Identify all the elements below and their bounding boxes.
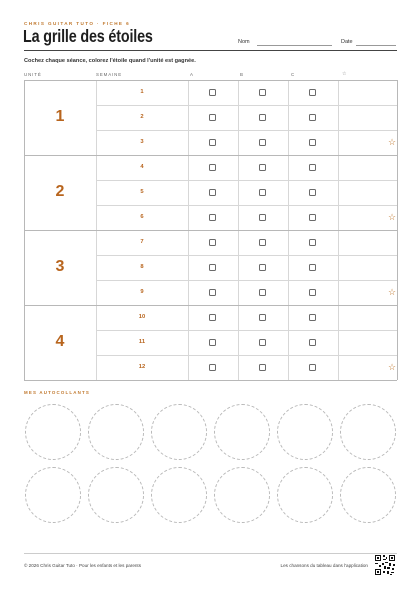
grid-column-divider [397, 80, 398, 380]
sticker-slot[interactable] [340, 404, 396, 460]
week-number: 8 [140, 264, 144, 270]
grid-row-divider [24, 230, 397, 231]
page-title: La grille des étoiles [23, 26, 153, 46]
session-checkbox[interactable] [309, 89, 316, 96]
footer-note: Les chansons du tableau dans l'application [280, 563, 368, 568]
grid-row-divider [24, 380, 397, 381]
session-checkbox[interactable] [309, 114, 316, 121]
grid-row-divider [96, 205, 397, 206]
week-number: 2 [140, 114, 144, 120]
grid-row-divider [96, 280, 397, 281]
column-header-c: C [291, 72, 296, 77]
sticker-slot[interactable] [151, 404, 207, 460]
session-checkbox[interactable] [259, 339, 266, 346]
unit-number: 2 [55, 182, 65, 200]
session-checkbox[interactable] [309, 214, 316, 221]
session-checkbox[interactable] [259, 114, 266, 121]
session-checkbox[interactable] [309, 189, 316, 196]
session-checkbox[interactable] [259, 314, 266, 321]
name-label: Nom [238, 39, 250, 45]
week-number: 10 [138, 314, 146, 320]
session-checkbox[interactable] [259, 89, 266, 96]
session-checkbox[interactable] [259, 164, 266, 171]
date-label: Date [341, 39, 353, 45]
session-checkbox[interactable] [209, 139, 216, 146]
star-column-icon: ☆ [342, 71, 347, 77]
session-checkbox[interactable] [259, 239, 266, 246]
session-checkbox[interactable] [209, 264, 216, 271]
session-checkbox[interactable] [259, 189, 266, 196]
session-checkbox[interactable] [209, 164, 216, 171]
sticker-slot[interactable] [214, 404, 270, 460]
sticker-slot[interactable] [214, 467, 270, 523]
week-number: 5 [140, 189, 144, 195]
session-checkbox[interactable] [259, 214, 266, 221]
session-checkbox[interactable] [309, 339, 316, 346]
week-number: 11 [138, 339, 146, 345]
header-divider [24, 50, 397, 51]
session-checkbox[interactable] [209, 339, 216, 346]
name-field[interactable] [257, 45, 332, 46]
sticker-slot[interactable] [340, 467, 396, 523]
star-outline-icon[interactable]: ☆ [387, 212, 397, 222]
grid-row-divider [24, 80, 397, 81]
week-number: 1 [140, 89, 144, 95]
star-outline-icon[interactable]: ☆ [387, 287, 397, 297]
week-number: 4 [140, 164, 144, 170]
week-number: 3 [140, 139, 144, 145]
grid-row-divider [96, 330, 397, 331]
session-checkbox[interactable] [209, 314, 216, 321]
session-checkbox[interactable] [259, 264, 266, 271]
sticker-slot[interactable] [88, 467, 144, 523]
sticker-slot[interactable] [277, 404, 333, 460]
star-outline-icon[interactable]: ☆ [387, 137, 397, 147]
session-checkbox[interactable] [309, 364, 316, 371]
week-number: 12 [138, 364, 146, 370]
session-checkbox[interactable] [209, 364, 216, 371]
session-checkbox[interactable] [309, 289, 316, 296]
session-checkbox[interactable] [259, 289, 266, 296]
session-checkbox[interactable] [209, 239, 216, 246]
grid-row-divider [96, 180, 397, 181]
grid-row-divider [96, 355, 397, 356]
date-field[interactable] [356, 45, 396, 46]
session-checkbox[interactable] [309, 139, 316, 146]
sticker-slot[interactable] [25, 467, 81, 523]
stickers-label: MES AUTOCOLLANTS [24, 390, 91, 395]
column-header-b: B [240, 72, 244, 77]
sticker-slot[interactable] [25, 404, 81, 460]
week-number: 7 [140, 239, 144, 245]
session-checkbox[interactable] [209, 214, 216, 221]
session-checkbox[interactable] [209, 289, 216, 296]
unit-number: 1 [55, 107, 65, 125]
session-checkbox[interactable] [309, 239, 316, 246]
session-checkbox[interactable] [309, 314, 316, 321]
session-checkbox[interactable] [259, 364, 266, 371]
sticker-slot[interactable] [277, 467, 333, 523]
unit-number: 4 [55, 332, 65, 350]
sticker-slot[interactable] [151, 467, 207, 523]
grid-row-divider [24, 305, 397, 306]
column-header-week: SEMAINE [96, 72, 123, 77]
column-header-unit: UNITÉ [24, 72, 42, 77]
brand-line: CHRIS GUITAR TUTO · FICHE 6 [24, 21, 131, 26]
session-checkbox[interactable] [209, 89, 216, 96]
stars-grid [24, 80, 397, 380]
unit-number: 3 [55, 257, 65, 275]
sticker-slot[interactable] [88, 404, 144, 460]
qr-code-icon [374, 554, 396, 576]
week-number: 9 [140, 289, 144, 295]
session-checkbox[interactable] [309, 264, 316, 271]
grid-row-divider [96, 105, 397, 106]
column-header-a: A [190, 72, 194, 77]
week-number: 6 [140, 214, 144, 220]
session-checkbox[interactable] [259, 139, 266, 146]
session-checkbox[interactable] [309, 164, 316, 171]
grid-row-divider [24, 155, 397, 156]
grid-row-divider [96, 130, 397, 131]
session-checkbox[interactable] [209, 189, 216, 196]
session-checkbox[interactable] [209, 114, 216, 121]
star-outline-icon[interactable]: ☆ [387, 362, 397, 372]
instruction-text: Cochez chaque séance, colorez l'étoile quand l'unité est gagnée. [24, 58, 196, 64]
footer-copyright: © 2026 Chris Guitar Tuto · Pour les enfants et les parents [24, 563, 142, 568]
footer-divider [24, 553, 397, 554]
grid-row-divider [96, 255, 397, 256]
